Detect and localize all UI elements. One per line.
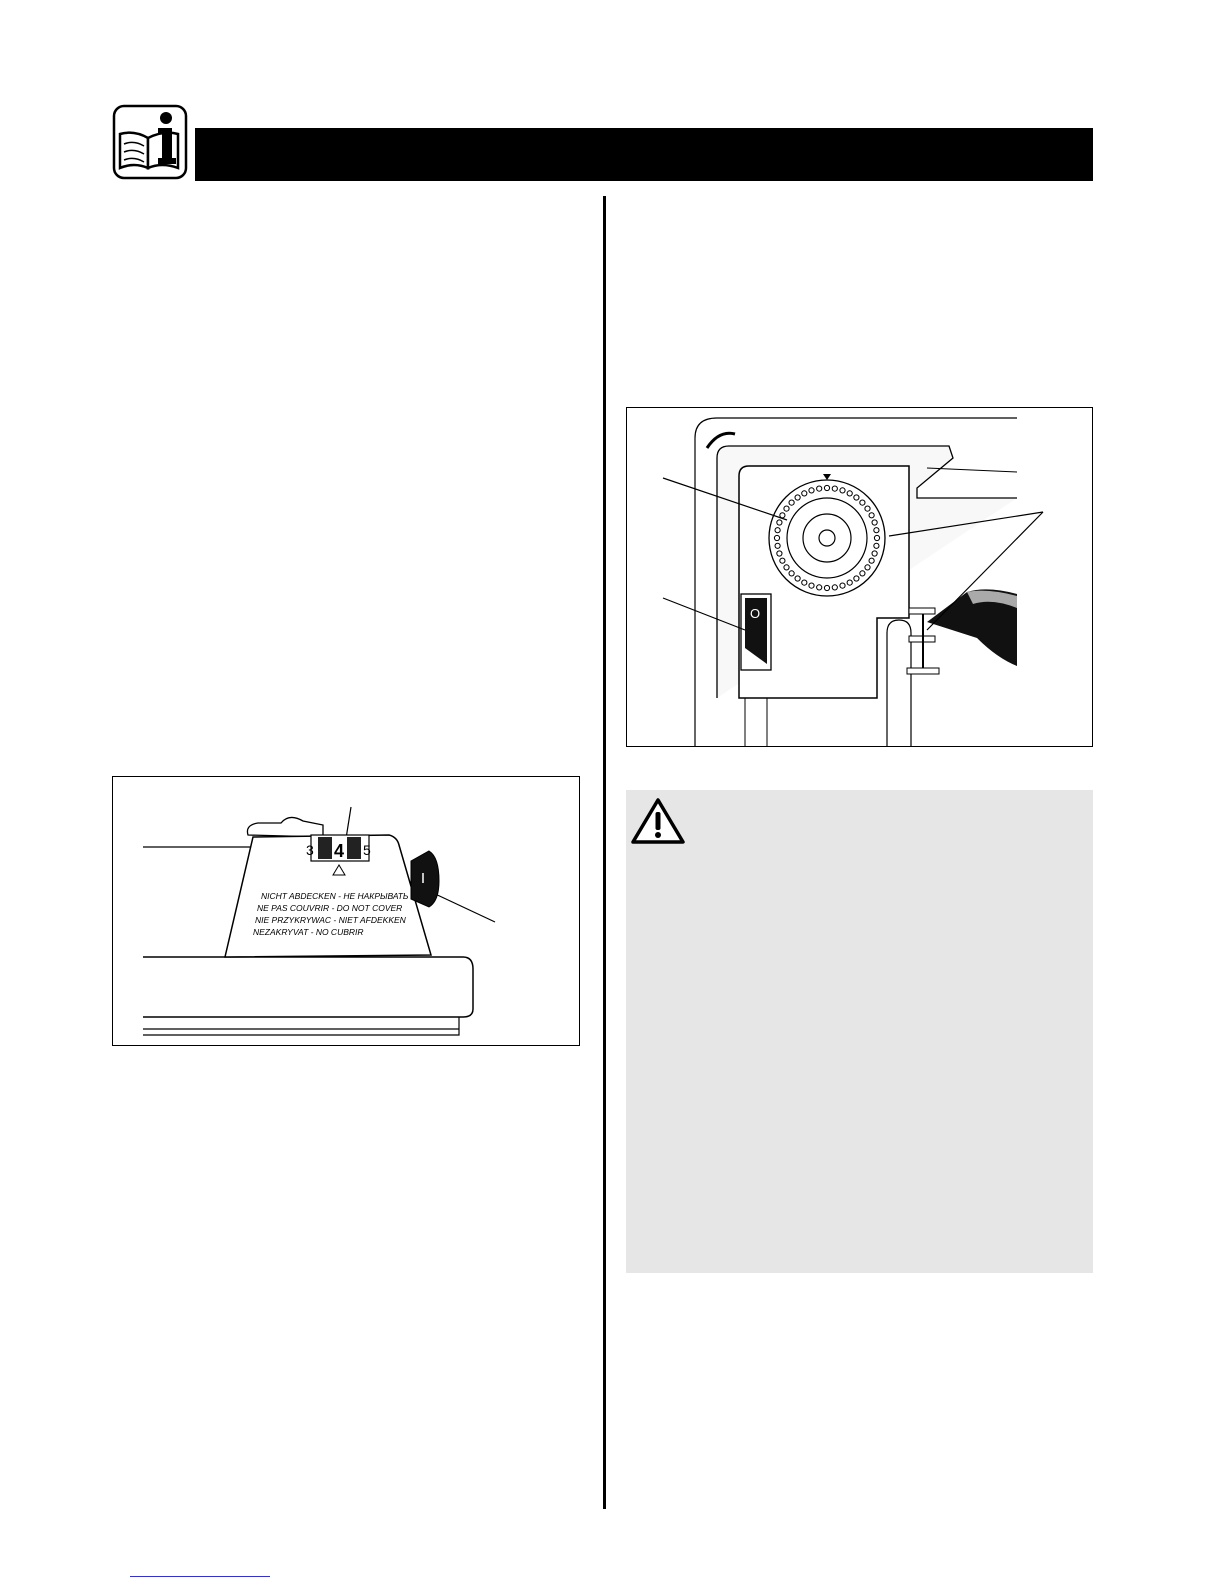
timer-pin (860, 571, 865, 576)
timer-pin (784, 565, 789, 570)
dial-number-3: 3 (306, 842, 314, 858)
footer-rule (130, 1576, 270, 1577)
timer-pin (847, 580, 852, 585)
rocker-switch (741, 594, 771, 670)
timer-pin (874, 528, 879, 533)
label-line-2: NE PAS COUVRIR - DO NOT COVER (257, 903, 403, 913)
header-bar (195, 128, 1093, 181)
timer-pin (802, 580, 807, 585)
timer-pin (854, 495, 859, 500)
manual-info-icon (112, 104, 188, 180)
timer-pin (865, 565, 870, 570)
timer-pin (795, 495, 800, 500)
timer-pin (824, 585, 829, 590)
timer-pin (869, 558, 874, 563)
timer-pin (777, 551, 782, 556)
column-divider (603, 196, 606, 1509)
timer-pin (865, 506, 870, 511)
timer-pin (817, 486, 822, 491)
timer-pin (789, 571, 794, 576)
label-line-1: NICHT ABDECKEN - НЕ НАКРЫВАТЬ (261, 891, 409, 901)
timer-pin (874, 535, 879, 540)
timer-pin (872, 551, 877, 556)
timer-pin (840, 488, 845, 493)
dial-number-5: 5 (363, 842, 371, 858)
figure-heater-label (112, 776, 580, 1046)
timer-pin (780, 558, 785, 563)
label-line-3: NIE PRZYKRYWAC - NIET AFDEKKEN (255, 915, 406, 925)
timer-pin (832, 486, 837, 491)
label-line-4: NEZAKRYVAT - NO CUBRIR (253, 927, 364, 937)
timer-pin (809, 583, 814, 588)
timer-pin (869, 513, 874, 518)
timer-pin (854, 576, 859, 581)
timer-pin (872, 520, 877, 525)
timer-pin (802, 491, 807, 496)
timer-pin (874, 543, 879, 548)
timer-pin (777, 520, 782, 525)
timer-pin (784, 506, 789, 511)
warning-box (626, 790, 1093, 1273)
timer-pin (795, 576, 800, 581)
timer-pin (775, 528, 780, 533)
timer-pin (832, 585, 837, 590)
figure-timer-panel (626, 407, 1093, 747)
timer-pin (775, 543, 780, 548)
timer-pin (817, 585, 822, 590)
switch-label: O (750, 606, 761, 621)
timer-pin (780, 513, 785, 518)
timer-pin (824, 485, 829, 490)
dial-number-4: 4 (334, 841, 345, 861)
timer-pin (809, 488, 814, 493)
timer-pin (840, 583, 845, 588)
timer-pin (789, 500, 794, 505)
timer-dial (769, 480, 885, 596)
timer-pin (847, 491, 852, 496)
warning-triangle-icon (630, 796, 686, 846)
timer-pin (774, 535, 779, 540)
timer-pin (860, 500, 865, 505)
